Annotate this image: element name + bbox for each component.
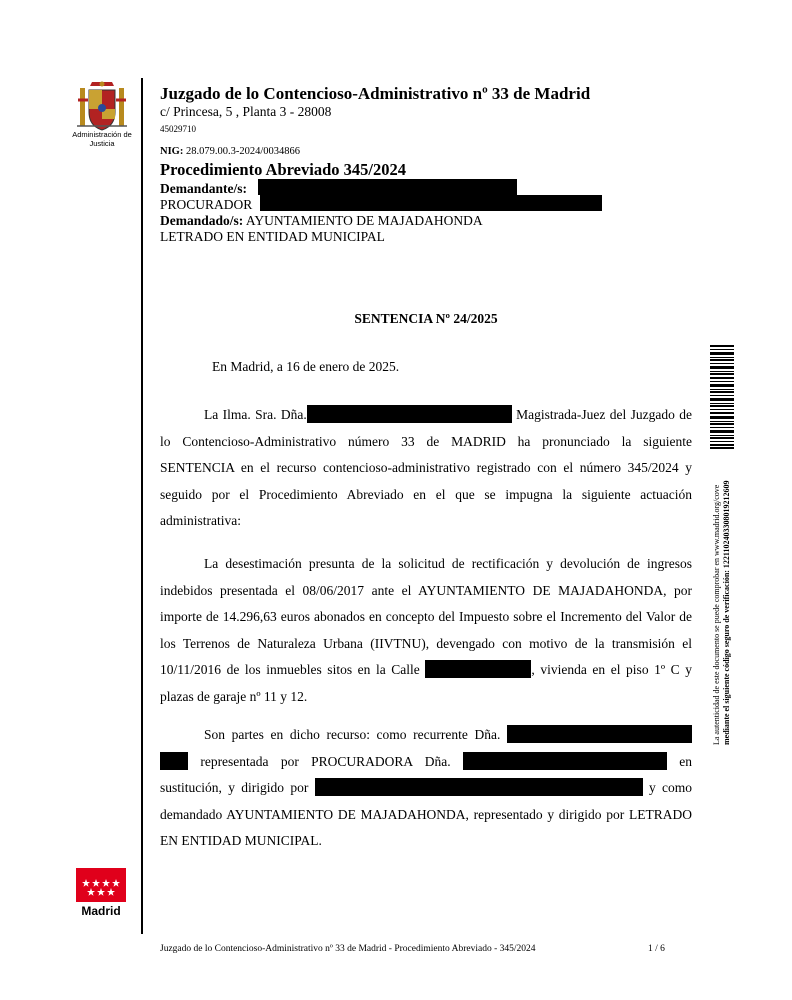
verification-line-1: La autenticidad de este documento se puede comprobar en www.madrid.org/cove bbox=[712, 484, 721, 745]
court-address: c/ Princesa, 5 , Planta 3 - 28008 bbox=[160, 104, 332, 119]
redacted-block bbox=[507, 725, 692, 743]
court-code: 45029710 bbox=[160, 124, 196, 134]
paragraph-act bbox=[160, 551, 692, 710]
redacted-block bbox=[463, 752, 667, 770]
para3-part-c: en sustitución, y dirigido por bbox=[160, 753, 693, 795]
madrid-flag-icon bbox=[76, 868, 126, 902]
redacted-block bbox=[258, 179, 517, 195]
nig-line bbox=[160, 146, 300, 157]
procedure-title: Procedimiento Abreviado 345/2024 bbox=[160, 160, 406, 179]
paragraph-parties bbox=[160, 722, 692, 855]
page-number: 1 / 6 bbox=[648, 944, 665, 954]
demandante-label: Demandante/s: bbox=[160, 181, 247, 196]
demandado-label: Demandado/s: bbox=[160, 213, 244, 228]
redacted-block bbox=[260, 195, 602, 211]
redacted-block bbox=[160, 752, 188, 770]
org-name: Administración de Justicia bbox=[72, 130, 132, 148]
para3-part-a: Son partes en dicho recurso: como recurrente Dña. bbox=[204, 727, 501, 742]
court-name: Juzgado de lo Contencioso-Administrativo nº 33 de Madrid bbox=[160, 84, 591, 103]
para3-part-b: representada por PROCURADORA Dña. bbox=[200, 753, 451, 769]
paragraph-intro bbox=[160, 402, 692, 535]
coat-of-arms-icon bbox=[74, 80, 130, 132]
date-line: En Madrid, a 16 de enero de 2025. bbox=[212, 359, 400, 374]
verification-note bbox=[712, 345, 732, 745]
procurador-label: PROCURADOR bbox=[160, 197, 253, 212]
redacted-block bbox=[315, 778, 643, 796]
para2-part-b: , vivienda en el piso 1º C y plazas de garaje nº 11 y 12. bbox=[160, 662, 692, 704]
letrado-line: LETRADO EN ENTIDAD MUNICIPAL bbox=[160, 229, 385, 244]
nig-value: 28.079.00.3-2024/0034866 bbox=[185, 146, 301, 157]
sentence-title: SENTENCIA Nº 24/2025 bbox=[354, 311, 498, 326]
nig-label: NIG: bbox=[160, 146, 184, 157]
demandado-value: AYUNTAMIENTO DE MAJADAHONDA bbox=[245, 213, 483, 228]
madrid-logo-text: Madrid bbox=[81, 904, 121, 918]
para1-part-a: La Ilma. Sra. Dña. bbox=[204, 407, 307, 422]
page-footer: Juzgado de lo Contencioso-Administrativo nº 33 de Madrid - Procedimiento Abreviado - 345/2024 bbox=[160, 944, 536, 954]
redacted-block bbox=[307, 405, 512, 423]
margin-rule bbox=[141, 78, 143, 934]
demandado-line bbox=[160, 213, 483, 229]
para1-part-b: Magistrada-Juez del Juzgado de lo Contencioso-Administrativo número 33 de MADRID ha pronunciado la siguiente SENTENCIA en el recurso contencioso-administrativo registrado con el número 345/2024 y seguido por el Procedimiento Abreviado en el que se impugna la siguiente actuación administrativa: bbox=[160, 407, 693, 528]
verification-line-2: mediante el siguiente código seguro de verificación: 1221102403308019212609 bbox=[722, 480, 731, 745]
redacted-block bbox=[425, 660, 531, 678]
para3-part-d: y como demandado AYUNTAMIENTO DE MAJADAHONDA, representado y dirigido por LETRADO EN ENTIDAD MUNICIPAL. bbox=[160, 780, 692, 848]
demandante-line bbox=[160, 181, 247, 197]
para2-part-a: La desestimación presunta de la solicitud de rectificación y devolución de ingresos indebidos presentada el 08/06/2017 ante el AYUNTAMIENTO DE MAJADAHONDA, por importe de 14.296,63 euros abonados en concepto del Impuesto sobre el Incremento del Valor de los Terrenos de Naturaleza Urbana (IIVTNU), devengado con motivo de la transmisión el 10/11/2016 de los inmuebles sitos en la Calle bbox=[160, 556, 692, 677]
